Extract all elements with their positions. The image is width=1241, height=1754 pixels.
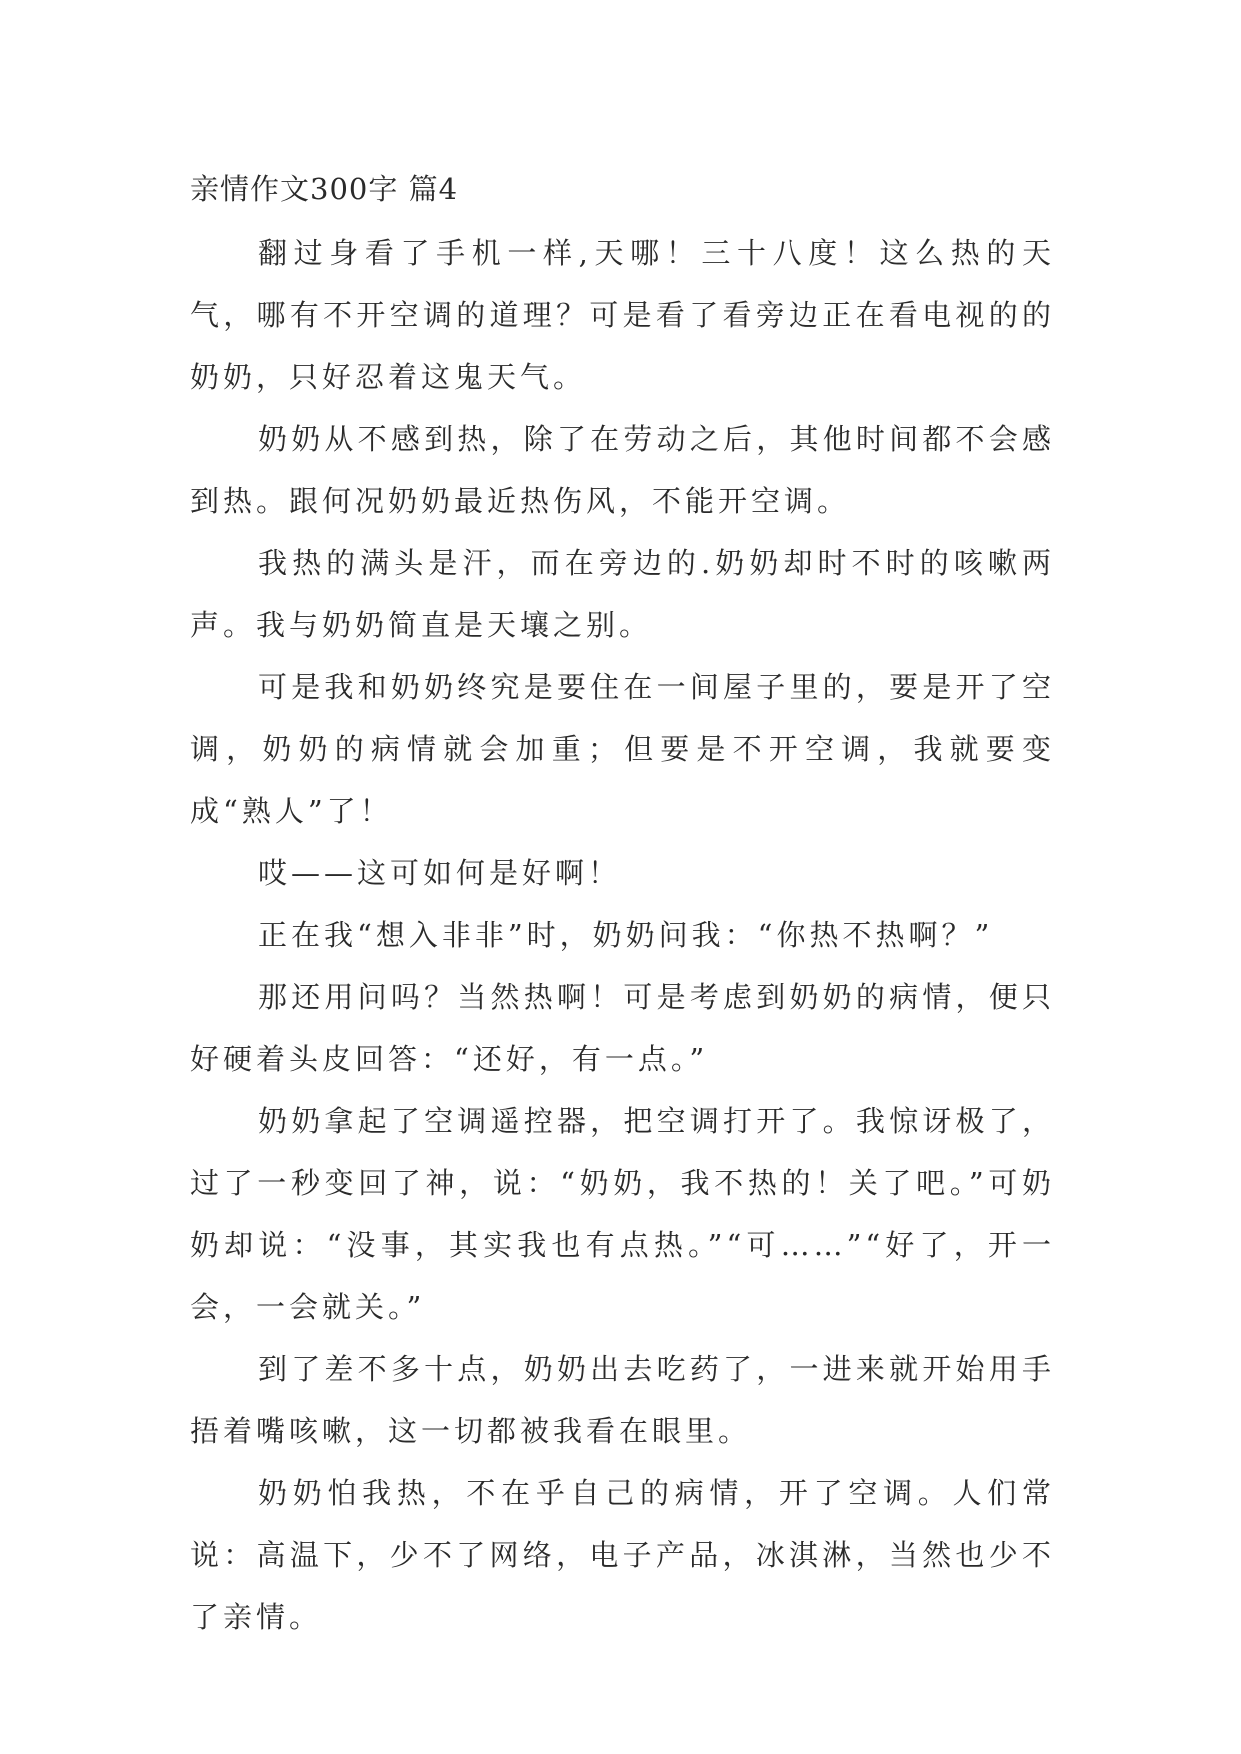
paragraph-9: 到了差不多十点，奶奶出去吃药了，一进来就开始用手捂着嘴咳嗽，这一切都被我看在眼里。 <box>190 1352 1055 1448</box>
paragraph-10: 奶奶怕我热，不在乎自己的病情，开了空调。人们常说：高温下，少不了网络，电子产品，冰淇淋，当然也少不了亲情。 <box>190 1476 1055 1634</box>
paragraph-2: 奶奶从不感到热，除了在劳动之后，其他时间都不会感到热。跟何况奶奶最近热伤风，不能开空调。 <box>190 422 1055 518</box>
paragraph-6: 正在我“想入非非”时，奶奶问我：“你热不热啊？” <box>258 918 994 952</box>
paragraph-7: 那还用问吗？当然热啊！可是考虑到奶奶的病情，便只好硬着头皮回答：“还好，有一点。” <box>190 980 1055 1076</box>
paragraph-4: 可是我和奶奶终究是要住在一间屋子里的，要是开了空调，奶奶的病情就会加重；但要是不开空调，我就要变成“熟人”了！ <box>190 670 1055 828</box>
paragraph-8: 奶奶拿起了空调遥控器，把空调打开了。我惊讶极了，过了一秒变回了神，说：“奶奶，我不热的！关了吧。”可奶奶却说：“没事，其实我也有点热。”“可……”“好了，开一会，一会就关。” <box>190 1104 1055 1324</box>
paragraph-3: 我热的满头是汗，而在旁边的.奶奶却时不时的咳嗽两声。我与奶奶简直是天壤之别。 <box>190 546 1055 642</box>
paragraph-5: 哎——这可如何是好啊！ <box>258 856 622 890</box>
paragraph-1: 翻过身看了手机一样,天哪！三十八度！这么热的天气，哪有不开空调的道理？可是看了看旁边正在看电视的的奶奶，只好忍着这鬼天气。 <box>190 236 1055 394</box>
essay-title: 亲情作文300字 篇4 <box>190 172 459 206</box>
document-body <box>190 160 1055 1648</box>
